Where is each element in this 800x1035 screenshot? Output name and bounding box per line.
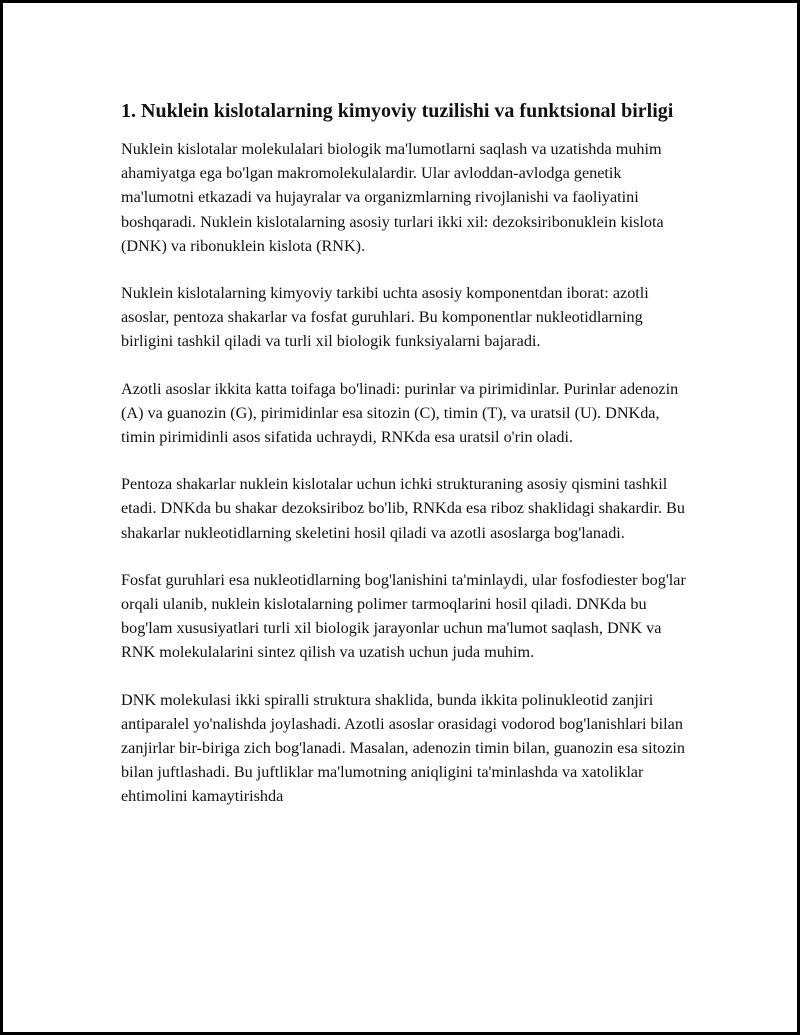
paragraph-6: DNK molekulasi ikki spiralli struktura shaklida, bunda ikkita polinukleotid zanjiri antiparalel yo'nalishda joylashadi. Azotli asoslar orasidagi vodorod bog'lanishlari bilan zanjirlar bir-biriga zich bog'lanadi. Masalan, adenozin timin bilan, guanozin esa sitozin bilan juftlashadi. Bu juftliklar ma'lumotning aniqligini ta'minlashda va xatoliklar ehtimolini kamaytirishda <box>121 690 686 806</box>
paragraph-2: Nuklein kislotalarning kimyoviy tarkibi uchta asosiy komponentdan iborat: azotli asoslar, pentoza shakarlar va fosfat guruhlari. Bu komponentlar nukleotidlarning birligini tashkil qiladi va turli xil biologik funksiyalarni bajaradi. <box>121 284 649 351</box>
paragraph-4: Pentoza shakarlar nuklein kislotalar uchun ichki strukturaning asosiy qismini tashkil etadi. DNKda bu shakar dezoksiriboz bo'lib, RNKda esa riboz shaklidagi shakardir. Bu shakarlar nukleotidlarning skeletini hosil qiladi va azotli asoslarga bog'lanadi. <box>121 475 685 542</box>
paragraph-3: Azotli asoslar ikkita katta toifaga bo'linadi: purinlar va pirimidinlar. Purinlar adenozin (A) va guanozin (G), pirimidinlar esa sitozin (C), timin (T), va uratsil (U). DNKda, timin pirimidinli asos sifatida uchraydi, RNKda esa uratsil o'rin oladi. <box>121 379 679 447</box>
section-title: 1. Nuklein kislotalarning kimyoviy tuzilishi va funktsional birligi <box>121 100 674 122</box>
paragraph-5: Fosfat guruhlari esa nukleotidlarning bog'lanishini ta'minlaydi, ular fosfodiester bog'lar orqali ulanib, nuklein kislotalarning polimer tarmoqlarini hosil qiladi. DNKda bu bog'lam xususiyatlari turli xil biologik jarayonlar uchun ma'lumot saqlash, DNK va RNK molekulalarini sintez qilish va uzatish uchun juda muhim. <box>121 570 686 662</box>
document-body <box>121 97 696 832</box>
paragraph-1: Nuklein kislotalar molekulalari biologik ma'lumotlarni saqlash va uzatishda muhim ahamiyatga ega bo'lgan makromolekulalardir. Ular avloddan-avlodga genetik ma'lumotni etkazadi va hujayralar va organizmlarning rivojlanishi va faoliyatini boshqaradi. Nuklein kislotalarning asosiy turlari ikki xil: dezoksiribonuklein kislota (DNK) va ribonuklein kislota (RNK). <box>121 140 664 255</box>
